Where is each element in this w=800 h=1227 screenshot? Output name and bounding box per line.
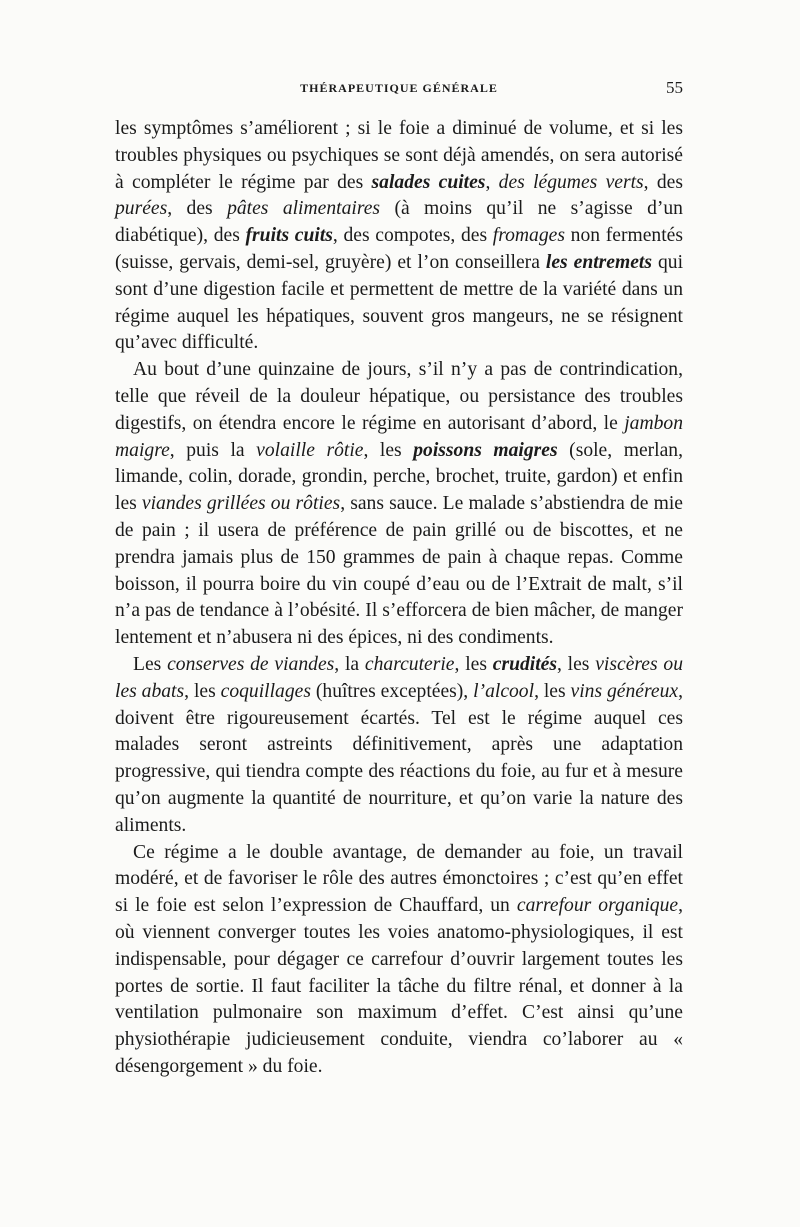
body-text (115, 116, 683, 1081)
emphasized-text: vins généreux (570, 680, 679, 702)
running-header (115, 78, 683, 102)
emphasized-text: viandes grillées ou rôties (141, 493, 341, 515)
emphasized-text: purées (115, 198, 168, 220)
emphasized-text: fromages (492, 225, 565, 247)
text-run: , des (643, 171, 683, 193)
text-run: , des (167, 198, 228, 220)
emphasized-text: pâtes alimentaires (227, 198, 381, 220)
emphasized-text: carrefour organique (516, 895, 679, 917)
emphasized-text: volaille rôtie (256, 439, 364, 461)
emphasized-text: charcuterie (364, 653, 455, 675)
emphasized-text: jambon maigre (115, 412, 683, 461)
emphasized-text: salades cuites (371, 171, 486, 193)
text-run: (huîtres exceptées), (310, 680, 474, 702)
emphasized-text: conserves de viandes (167, 653, 335, 675)
text-run: , puis la (169, 439, 257, 461)
text-run: , les (454, 653, 493, 675)
paragraph-p3 (115, 652, 683, 840)
emphasized-text: des légumes verts (498, 171, 644, 193)
emphasized-text: l’alcool (473, 680, 535, 702)
text-run: , les (534, 680, 571, 702)
text-run: , où viennent converger toutes les voies anatomo-physiologiques, il est indispensable, pour dégager ce carrefour d’ouvrir largement toutes les portes de sortie. Il faut faciliter la tâche du filtre rénal, et donner à la ventilation pulmonaire son maximum d’effet. C’est ainsi qu’une physiothérapie judicieusement conduite, viendra co’laborer au « désengorgement » du foie. (115, 895, 684, 1077)
paragraph-p2 (115, 357, 683, 652)
text-run: , les (363, 439, 414, 461)
text-run: , doivent être rigoureusement écartés. Tel est le régime auquel ces malades seront astreints définitivement, après une adaptation progressive, qui tiendra compte des réactions du foie, au fur et à mesure qu’on augmente la quantité de nourriture, et qu’on varie la nature des aliments. (115, 680, 683, 836)
emphasized-text: poissons maigres (413, 439, 558, 461)
book-page (115, 78, 683, 1081)
text-run: , (485, 171, 499, 193)
text-run: , la (334, 653, 365, 675)
emphasized-text: viscères ou les abats (115, 653, 683, 702)
text-run: Ce régime a le double avantage, de demander au foie, un travail modéré, et de favoriser le rôle des autres émonctoires ; c’est qu’en effet si le foie est selon l’expression de Chauffard, un (115, 841, 683, 917)
text-run: , des compotes, des (332, 225, 493, 247)
emphasized-text: les entremets (545, 251, 652, 273)
text-run: Les (133, 653, 168, 675)
text-run: qui sont d’une digestion facile et permettent de mettre de la variété dans un régime auquel les hépatiques, souvent gros mangeurs, ne se résignent qu’avec difficulté. (115, 251, 684, 354)
text-run: , sans sauce. Le malade s’abstiendra de mie de pain ; il usera de préférence de pain grillé ou de biscottes, et ne prendra jamais plus de 150 grammes de pain à chaque repas. Comme boisson, il pourra boire du vin coupé d’eau ou de l’Extrait de malt, s’il n’a pas de tendance à l’obésité. Il s’efforcera de bien mâcher, de manger lentement et n’abusera ni des épices, ni des condiments. (115, 493, 683, 649)
page-number: 55 (666, 78, 683, 97)
text-run: (sole, merlan, limande, colin, dorade, grondin, perche, brochet, truite, gardon) et enfin les (115, 439, 684, 515)
text-run: les symptômes s’améliorent ; si le foie a diminué de volume, et si les troubles physiques ou psychiques se sont déjà amendés, on sera autorisé à compléter le régime par des (115, 118, 683, 193)
text-run: , les (184, 680, 221, 702)
text-run: Au bout d’une quinzaine de jours, s’il n’y a pas de contrindication, telle que réveil de la douleur hépatique, ou persistance des troubles digestifs, on étendra encore le régime en autorisant d’abord, le (115, 359, 683, 434)
text-run: , les (556, 653, 596, 675)
paragraph-p1 (115, 116, 683, 357)
paragraph-p4 (115, 840, 683, 1081)
emphasized-text: coquillages (220, 680, 311, 702)
emphasized-text: crudités (492, 653, 557, 675)
text-run: non fermentés (suisse, gervais, demi-sel, gruyère) et l’on conseillera (115, 225, 683, 273)
running-title: THÉRAPEUTIQUE GÉNÉRALE (300, 81, 498, 95)
emphasized-text: fruits cuits (245, 225, 333, 247)
text-run: (à moins qu’il ne s’agisse d’un diabétique), des (115, 198, 683, 247)
